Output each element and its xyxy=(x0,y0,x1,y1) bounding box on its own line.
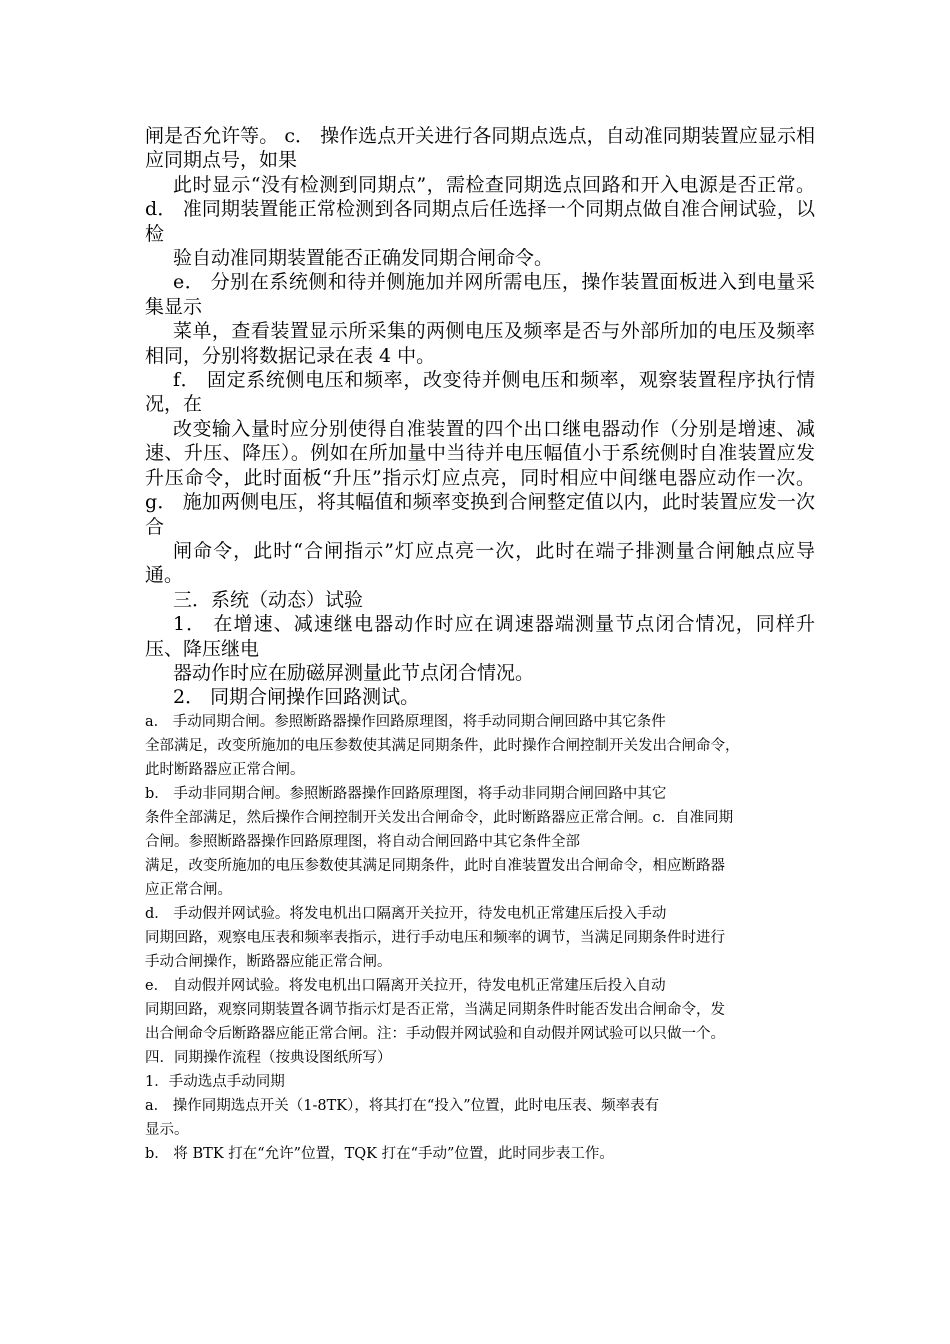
paragraph: 器动作时应在励磁屏测量此节点闭合情况。 xyxy=(173,661,535,684)
text-line: a． 手动同期合闸。参照断路器操作回路原理图，将手动同期合闸回路中其它条件 xyxy=(145,713,666,730)
paragraph: 菜单，查看装置显示所采集的两侧电压及频率是否与外部所加的电压及频率相同，分别将数据记录在表 4 中。 xyxy=(145,320,815,367)
text-line: d． 手动假并网试验。将发电机出口隔离开关拉开，待发电机正常建压后投入手动 xyxy=(145,905,667,922)
paragraph: 此时显示“没有检测到同期点”，需检查同期选点回路和开入电源是否正常。 d． 准同期装置能正常检测到各同期点后任选择一个同期点做自准合闸试验，以检 xyxy=(145,173,815,245)
text-line: 手动合闸操作，断路器应能正常合闸。 xyxy=(145,953,392,970)
text-line: 全部满足，改变所施加的电压参数使其满足同期条件，此时操作合闸控制开关发出合闸命令， xyxy=(145,737,740,754)
paragraph: 验自动准同期装置能否正确发同期合闸命令。 xyxy=(173,247,554,270)
paragraph: 闸命令，此时“合闸指示”灯应点亮一次，此时在端子排测量合闸触点应导通。 xyxy=(145,539,815,587)
text-line: 显示。 xyxy=(145,1121,189,1138)
paragraph: f． 固定系统侧电压和频率，改变待并侧电压和频率，观察装置程序执行情况，在 xyxy=(145,369,815,416)
text-line: 满足，改变所施加的电压参数使其满足同期条件，此时自准装置发出合闸命令，相应断路器 xyxy=(145,857,725,874)
text-line: 应正常合闸。 xyxy=(145,881,232,898)
section-heading: 四．同期操作流程（按典设图纸所写） xyxy=(145,1049,392,1066)
document-body xyxy=(145,124,815,1166)
paragraph: 2． 同期合闸操作回路测试。 xyxy=(173,686,420,709)
paragraph: 闸是否允许等。 c． 操作选点开关进行各同期点选点，自动准同期装置应显示相应同期点号，如果 xyxy=(145,125,815,172)
paragraph: 改变输入量时应分别使得自准装置的四个出口继电器动作（分别是增速、减速、升压、降压）。例如在所加量中当待并电压幅值小于系统侧时自准装置应发升压命令，此时面板“升压”指示灯应点亮，同时相应中间继电器应动作一次。 g． 施加两侧电压，将其幅值和频率变换到合闸整定值以内，此时装置应发一次合 xyxy=(145,417,815,538)
section-heading: 三．系统（动态）试验 xyxy=(173,588,364,611)
text-line: b． 手动非同期合闸。参照断路器操作回路原理图，将手动非同期合闸回路中其它 xyxy=(145,785,667,802)
text-line: 同期回路，观察电压表和频率表指示，进行手动电压和频率的调节，当满足同期条件时进行 xyxy=(145,929,725,946)
text-line: 出合闸命令后断路器应能正常合闸。注：手动假并网试验和自动假并网试验可以只做一个。 xyxy=(145,1025,725,1042)
text-line: a． 操作同期选点开关（1-8TK），将其打在“投入”位置，此时电压表、频率表有 xyxy=(145,1097,660,1114)
paragraph: e． 分别在系统侧和待并侧施加并网所需电压，操作装置面板进入到电量采集显示 xyxy=(145,271,815,318)
text-line: 合闸。参照断路器操作回路原理图，将自动合闸回路中其它条件全部 xyxy=(145,833,580,850)
text-line: 同期回路，观察同期装置各调节指示灯是否正常，当满足同期条件时能否发出合闸命令，发 xyxy=(145,1001,725,1018)
sub-heading: 1．手动选点手动同期 xyxy=(145,1073,285,1090)
text-line: b． 将 BTK 打在“允许”位置，TQK 打在“手动”位置，此时同步表工作。 xyxy=(145,1145,614,1162)
text-line: 条件全部满足，然后操作合闸控制开关发出合闸命令，此时断路器应正常合闸。c．自准同期 xyxy=(145,809,734,826)
text-line: e． 自动假并网试验。将发电机出口隔离开关拉开，待发电机正常建压后投入自动 xyxy=(145,977,666,994)
text-line: 此时断路器应正常合闸。 xyxy=(145,761,305,778)
paragraph: 1． 在增速、减速继电器动作时应在调速器端测量节点闭合情况，同样升压、降压继电 xyxy=(145,613,815,660)
